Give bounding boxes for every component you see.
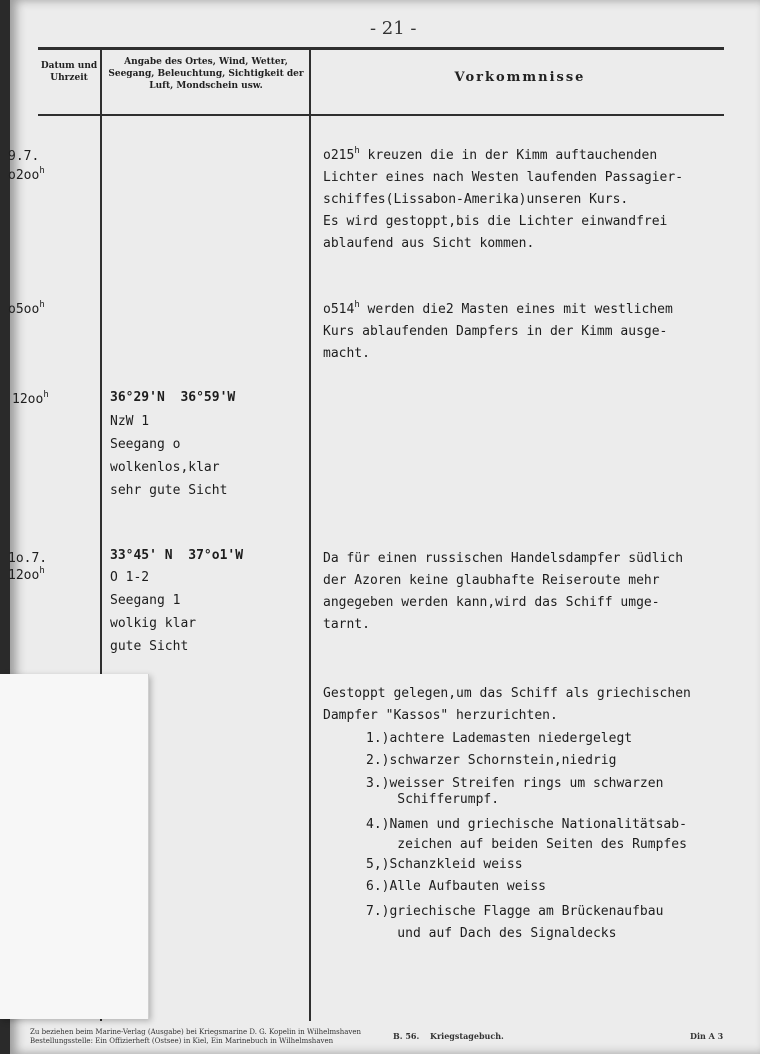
entry2-line: Kurs ablaufenden Dampfers in der Kimm ausge- bbox=[323, 324, 668, 339]
entry4-date: 1o.7. bbox=[8, 551, 48, 566]
entry2-line: macht. bbox=[323, 346, 370, 361]
entry5-list-item: 3.)weisser Streifen rings um schwarzen bbox=[366, 776, 664, 791]
entry4-weather-line: Seegang 1 bbox=[110, 593, 181, 608]
footer-publisher-line: Zu beziehen beim Marine-Verlag (Ausgabe) bei Kriegsmarine D. G. Kopelin in Wilhelmshaven bbox=[30, 1028, 361, 1036]
entry5-list-item: zeichen auf beiden Seiten des Rumpfes bbox=[366, 837, 687, 852]
entry4-position: 33°45' N 37°o1'W bbox=[110, 548, 244, 563]
header-events: Vorkommnisse bbox=[454, 70, 586, 85]
entry5-list-item: 4.)Namen und griechische Nationalitätsab- bbox=[366, 817, 687, 832]
entry4-weather-line: gute Sicht bbox=[110, 639, 189, 654]
entry4-line: der Azoren keine glaubhafte Reiseroute mehr bbox=[323, 573, 660, 588]
footer-order-line: Bestellungsstelle: Ein Offizierheft (Ostsee) in Kiel, Ein Marinebuch in Wilhelmshaven bbox=[30, 1037, 334, 1045]
entry3-weather-line: Seegang o bbox=[110, 437, 181, 452]
entry1-first-line: o215$^h$ kreuzen die in der Kimm auftauchenden bbox=[323, 146, 658, 163]
entry1-date: 9.7. bbox=[8, 149, 40, 164]
footer-form-number: B. 56. bbox=[393, 1031, 420, 1041]
header-date-time: Datum und Uhrzeit bbox=[40, 61, 98, 83]
footer-paper-size: Din A 3 bbox=[690, 1031, 724, 1041]
entry5-list-item: Schifferumpf. bbox=[366, 792, 500, 807]
entry3-time: $12oo^h$ bbox=[12, 390, 49, 407]
paper-slip-overlay bbox=[0, 674, 149, 1019]
entry2-time: $o5oo^h$ bbox=[8, 300, 45, 317]
entry3-weather-line: NzW 1 bbox=[110, 414, 150, 429]
page-number: - 21 - bbox=[370, 18, 417, 39]
entry5-list-item: und auf Dach des Signaldecks bbox=[366, 926, 617, 941]
entry5-list-item: 7.)griechische Flagge am Brückenaufbau bbox=[366, 904, 664, 919]
entry5-list-item: 1.)achtere Lademasten niedergelegt bbox=[366, 731, 633, 746]
entry3-weather-line: sehr gute Sicht bbox=[110, 483, 228, 498]
column-divider-2 bbox=[309, 49, 311, 1021]
entry1-line: Lichter eines nach Westen laufenden Passagier- bbox=[323, 170, 684, 185]
entry5-intro-line: Dampfer "Kassos" herzurichten. bbox=[323, 708, 558, 723]
entry4-line: tarnt. bbox=[323, 617, 370, 632]
entry4-line: Da für einen russischen Handelsdampfer südlich bbox=[323, 551, 684, 566]
entry4-weather-line: O 1-2 bbox=[110, 570, 150, 585]
entry1-line: Es wird gestoppt,bis die Lichter einwandfrei bbox=[323, 214, 668, 229]
header-bottom-rule bbox=[38, 114, 724, 116]
entry5-list-item: 6.)Alle Aufbauten weiss bbox=[366, 879, 547, 894]
entry4-time: $12oo^h$ bbox=[8, 566, 45, 583]
header-location-weather: Angabe des Ortes, Wind, Wetter, Seegang, Beleuchtung, Sichtigkeit der Luft, Mondschein usw. bbox=[108, 57, 304, 91]
entry1-line: ablaufend aus Sicht kommen. bbox=[323, 236, 535, 251]
entry4-weather-line: wolkig klar bbox=[110, 616, 197, 631]
entry1-line: schiffes(Lissabon-Amerika)unseren Kurs. bbox=[323, 192, 629, 207]
entry3-weather-line: wolkenlos,klar bbox=[110, 460, 220, 475]
footer-form-title: Kriegstagebuch. bbox=[430, 1031, 504, 1041]
table-top-rule bbox=[38, 47, 724, 50]
entry5-list-item: 5,)Schanzkleid weiss bbox=[366, 857, 523, 872]
entry1-time: $o2oo^h$ bbox=[8, 166, 45, 183]
entry3-position: 36°29'N 36°59'W bbox=[110, 390, 236, 405]
entry2-first-line: o514$^h$ werden die2 Masten eines mit westlichem bbox=[323, 300, 673, 317]
entry4-line: angegeben werden kann,wird das Schiff umge- bbox=[323, 595, 660, 610]
entry5-intro-line: Gestoppt gelegen,um das Schiff als griechischen bbox=[323, 686, 691, 701]
entry5-list-item: 2.)schwarzer Schornstein,niedrig bbox=[366, 753, 617, 768]
